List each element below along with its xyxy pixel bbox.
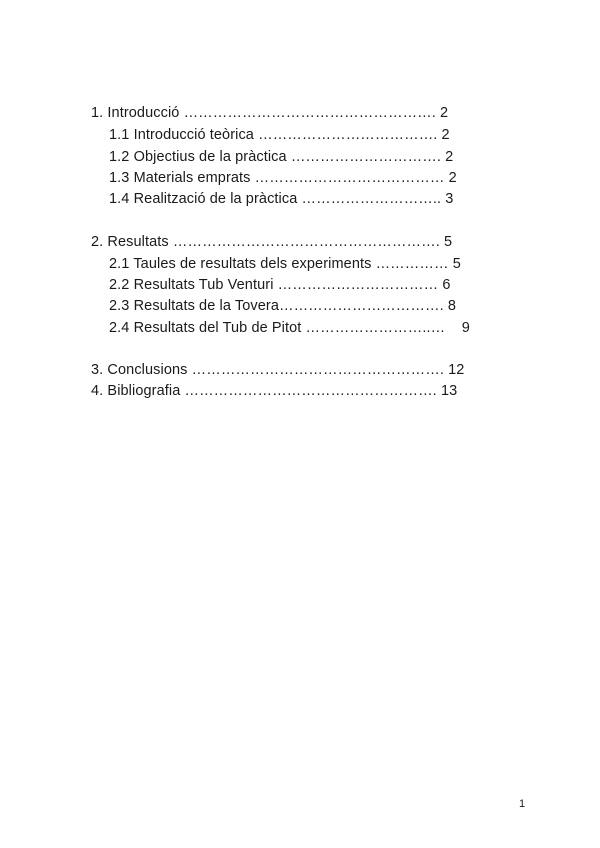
toc-entry-introduccio: 1. Introducció ……………………………………………. 2 xyxy=(91,105,449,121)
toc-entry-tub-venturi: 2.2 Resultats Tub Venturi …………………………… 6 xyxy=(109,277,451,293)
page-number: 1 xyxy=(519,798,526,810)
toc-entry-resultats: 2. Resultats ………………………………………………. 5 xyxy=(91,234,453,250)
toc-entry-bibliografia: 4. Bibliografia ……………………………………………. 13 xyxy=(91,383,458,399)
toc-entry-taules: 2.1 Taules de resultats dels experiments …………… 5 xyxy=(109,256,461,272)
toc-entry-materials: 1.3 Materials emprats ………………………………… 2 xyxy=(109,170,457,186)
toc-entry-tub-pitot: 2.4 Resultats del Tub de Pitot ……………………..… 9 xyxy=(109,320,470,336)
toc-entry-objectius: 1.2 Objectius de la pràctica …………………………. 2 xyxy=(109,149,454,165)
toc-entry-realitzacio: 1.4 Realització de la pràctica ……………………….. 3 xyxy=(109,191,454,207)
toc-entry-conclusions: 3. Conclusions ……………………………………………. 12 xyxy=(91,362,465,378)
toc-entry-tovera: 2.3 Resultats de la Tovera……………………………. 8 xyxy=(109,298,457,314)
toc-entry-introduccio-teorica: 1.1 Introducció teòrica ………………………………. 2 xyxy=(109,127,450,143)
